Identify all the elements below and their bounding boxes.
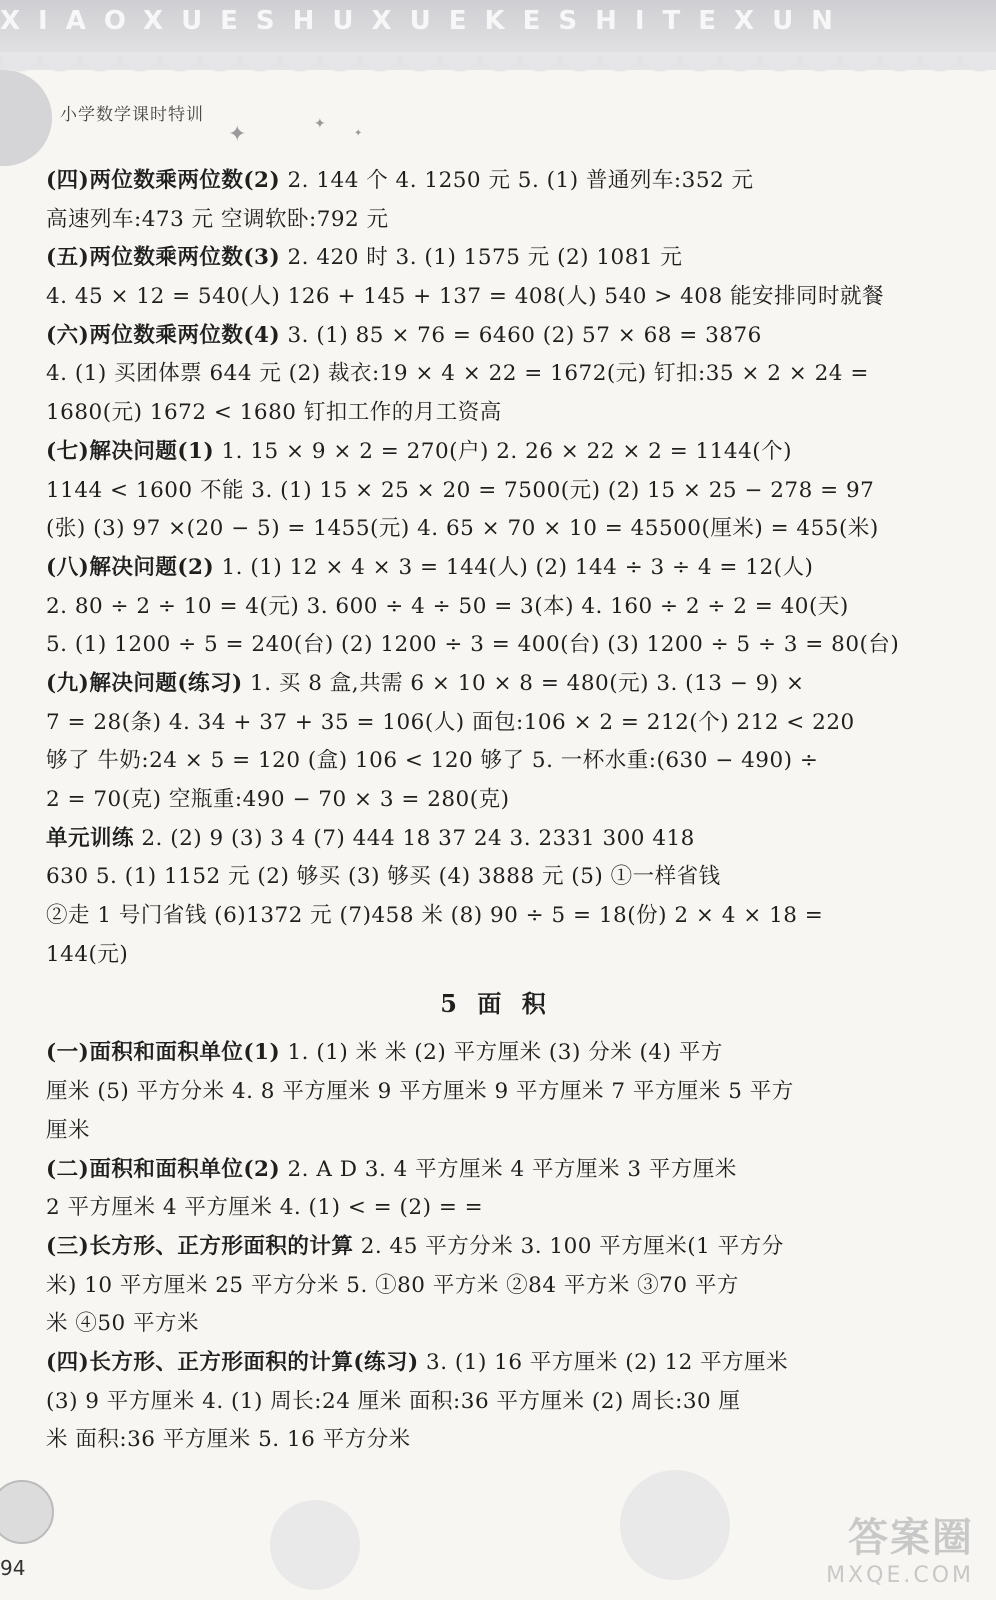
answer-text: 高速列车:473 元 空调软卧:792 元	[46, 206, 389, 232]
answer-text: 米) 10 平方厘米 25 平方分米 5. ①80 平方米 ②84 平方米 ③70 平方	[46, 1272, 739, 1298]
lesson-heading: (八)解决问题(2)	[46, 554, 215, 580]
answer-text: 厘米 (5) 平方分米 4. 8 平方厘米 9 平方厘米 9 平方厘米 7 平方厘米 5 平方	[46, 1079, 794, 1105]
answer-line	[46, 278, 946, 317]
answer-line	[46, 1112, 946, 1151]
answer-text: 7 = 28(条) 4. 34 + 37 + 35 = 106(人) 面包:106 × 2 = 212(个) 212 < 220	[46, 709, 855, 735]
answer-line	[46, 549, 946, 588]
answer-line	[46, 355, 946, 394]
answer-line	[46, 317, 946, 356]
answer-text: 630 5. (1) 1152 元 (2) 够买 (3) 够买 (4) 3888 元 (5) ①一样省钱	[46, 864, 721, 890]
watermark	[826, 1506, 974, 1588]
answer-text: 2 平方厘米 4 平方厘米 4. (1) < = (2) = =	[46, 1195, 484, 1221]
answer-line	[46, 704, 946, 743]
answer-text: 2. 80 ÷ 2 ÷ 10 = 4(元) 3. 600 ÷ 4 ÷ 50 = 3(本) 4. 160 ÷ 2 ÷ 2 = 40(天)	[46, 593, 849, 619]
answer-line	[46, 665, 946, 704]
answer-line	[46, 1034, 946, 1073]
answer-line	[46, 1383, 946, 1422]
answer-line	[46, 1151, 946, 1190]
answer-block-unit5	[46, 1034, 946, 1460]
lesson-heading: (三)长方形、正方形面积的计算	[46, 1233, 354, 1259]
answer-block-unit4	[46, 162, 946, 974]
answer-text: 5. (1) 1200 ÷ 5 = 240(台) (2) 1200 ÷ 3 = 400(台) (3) 1200 ÷ 5 ÷ 3 = 80(台)	[46, 632, 900, 658]
answer-line	[46, 162, 946, 201]
answer-text: 够了 牛奶:24 × 5 = 120 (盒) 106 < 120 够了 5. 一杯水重:(630 − 490) ÷	[46, 748, 819, 774]
answer-text: 1. (1) 12 × 4 × 3 = 144(人) (2) 144 ÷ 3 ÷ 4 = 12(人)	[214, 554, 814, 580]
header-pinyin-letters: XIAOXUESHUXUEKESHITEXUN	[0, 6, 851, 36]
lesson-heading: (二)面积和面积单位(2)	[46, 1156, 281, 1182]
answer-text: 1. (1) 米 米 (2) 平方厘米 (3) 分米 (4) 平方	[280, 1040, 723, 1066]
watermark-logo: 答案圈	[848, 1515, 974, 1561]
answer-line	[46, 1189, 946, 1228]
answer-text: 2. 420 时 3. (1) 1575 元 (2) 1081 元	[280, 245, 683, 271]
answer-text: 厘米	[46, 1117, 91, 1143]
decor-bubble	[620, 1470, 730, 1580]
answer-text: 1144 < 1600 不能 3. (1) 15 × 25 × 20 = 7500(元) (2) 15 × 25 − 278 = 97	[46, 477, 875, 503]
lesson-heading: (四)两位数乘两位数(2)	[46, 168, 281, 193]
answer-text: 144(元)	[46, 941, 129, 967]
answer-line	[46, 239, 946, 278]
lesson-heading: (五)两位数乘两位数(3)	[46, 245, 281, 271]
lesson-heading: (七)解决问题(1)	[46, 438, 215, 464]
answer-text: 3. (1) 85 × 76 = 6460 (2) 57 × 68 = 3876	[280, 322, 762, 348]
apple-icon	[0, 1480, 54, 1544]
lesson-heading: 单元训练	[46, 825, 135, 851]
answer-line	[46, 626, 946, 665]
lesson-heading: (九)解决问题(练习)	[46, 670, 243, 696]
answer-text: 2. 45 平方分米 3. 100 平方厘米(1 平方分	[353, 1233, 784, 1259]
series-title: 小学数学课时特训	[60, 105, 204, 125]
answer-line	[46, 1421, 946, 1460]
header-scallop-border	[0, 52, 996, 92]
answer-line	[46, 897, 946, 936]
answer-line	[46, 1267, 946, 1306]
answer-text: 2. 144 个 4. 1250 元 5. (1) 普通列车:352 元	[280, 168, 754, 193]
answer-line	[46, 1344, 946, 1383]
answer-line	[46, 742, 946, 781]
answer-line	[46, 1228, 946, 1267]
answer-text: (3) 9 平方厘米 4. (1) 周长:24 厘米 面积:36 平方厘米 (2) 周长:30 厘	[46, 1388, 741, 1414]
star-icon: ✦	[354, 128, 363, 139]
answer-text: 2 = 70(克) 空瓶重:490 − 70 × 3 = 280(克)	[46, 787, 510, 812]
answer-line	[46, 781, 946, 820]
answer-text: 1. 15 × 9 × 2 = 270(户) 2. 26 × 22 × 2 = 1144(个)	[214, 438, 793, 464]
answer-text: 米 面积:36 平方厘米 5. 16 平方分米	[46, 1427, 411, 1453]
answer-text: 4. 45 × 12 = 540(人) 126 + 145 + 137 = 408(人) 540 > 408 能安排同时就餐	[46, 284, 884, 310]
answer-line	[46, 510, 946, 549]
answer-text: (张) (3) 97 ×(20 − 5) = 1455(元) 4. 65 × 70 × 10 = 45500(厘米) = 455(米)	[46, 516, 879, 542]
answer-line	[46, 201, 946, 240]
answer-line	[46, 1073, 946, 1112]
answer-line	[46, 936, 946, 975]
watermark-url: MXQE.COM	[826, 1563, 974, 1588]
answer-text: ②走 1 号门省钱 (6)1372 元 (7)458 米 (8) 90 ÷ 5 = 18(份) 2 × 4 × 18 =	[46, 903, 824, 929]
answer-line	[46, 1305, 946, 1344]
answer-text: 1. 买 8 盒,共需 6 × 10 × 8 = 480(元) 3. (13 − 9) ×	[242, 670, 805, 696]
answer-line	[46, 394, 946, 433]
answer-text: 2. (2) 9 (3) 3 4 (7) 444 18 37 24 3. 2331 300 418	[134, 825, 695, 851]
lesson-heading: (六)两位数乘两位数(4)	[46, 322, 281, 348]
answer-text: 2. A D 3. 4 平方厘米 4 平方厘米 3 平方厘米	[280, 1156, 737, 1182]
answer-line	[46, 472, 946, 511]
answer-line	[46, 433, 946, 472]
lesson-heading: (四)长方形、正方形面积的计算(练习)	[46, 1349, 419, 1375]
answer-line	[46, 858, 946, 897]
section-title: 5 面 积	[440, 989, 552, 1019]
star-icon: ✦	[228, 122, 247, 147]
answer-line	[46, 820, 946, 859]
answer-content	[46, 162, 946, 1460]
answer-text: 1680(元) 1672 < 1680 钉扣工作的月工资高	[46, 400, 502, 426]
answer-text: 3. (1) 16 平方厘米 (2) 12 平方厘米	[418, 1349, 789, 1375]
decor-bubble	[270, 1500, 360, 1590]
star-icon: ✦	[314, 116, 326, 132]
answer-text: 4. (1) 买团体票 644 元 (2) 裁衣:19 × 4 × 22 = 1672(元) 钉扣:35 × 2 × 24 =	[46, 361, 869, 387]
page-number: 94	[0, 1556, 26, 1580]
answer-line	[46, 588, 946, 627]
lesson-heading: (一)面积和面积单位(1)	[46, 1040, 281, 1066]
answer-text: 米 ④50 平方米	[46, 1311, 200, 1337]
